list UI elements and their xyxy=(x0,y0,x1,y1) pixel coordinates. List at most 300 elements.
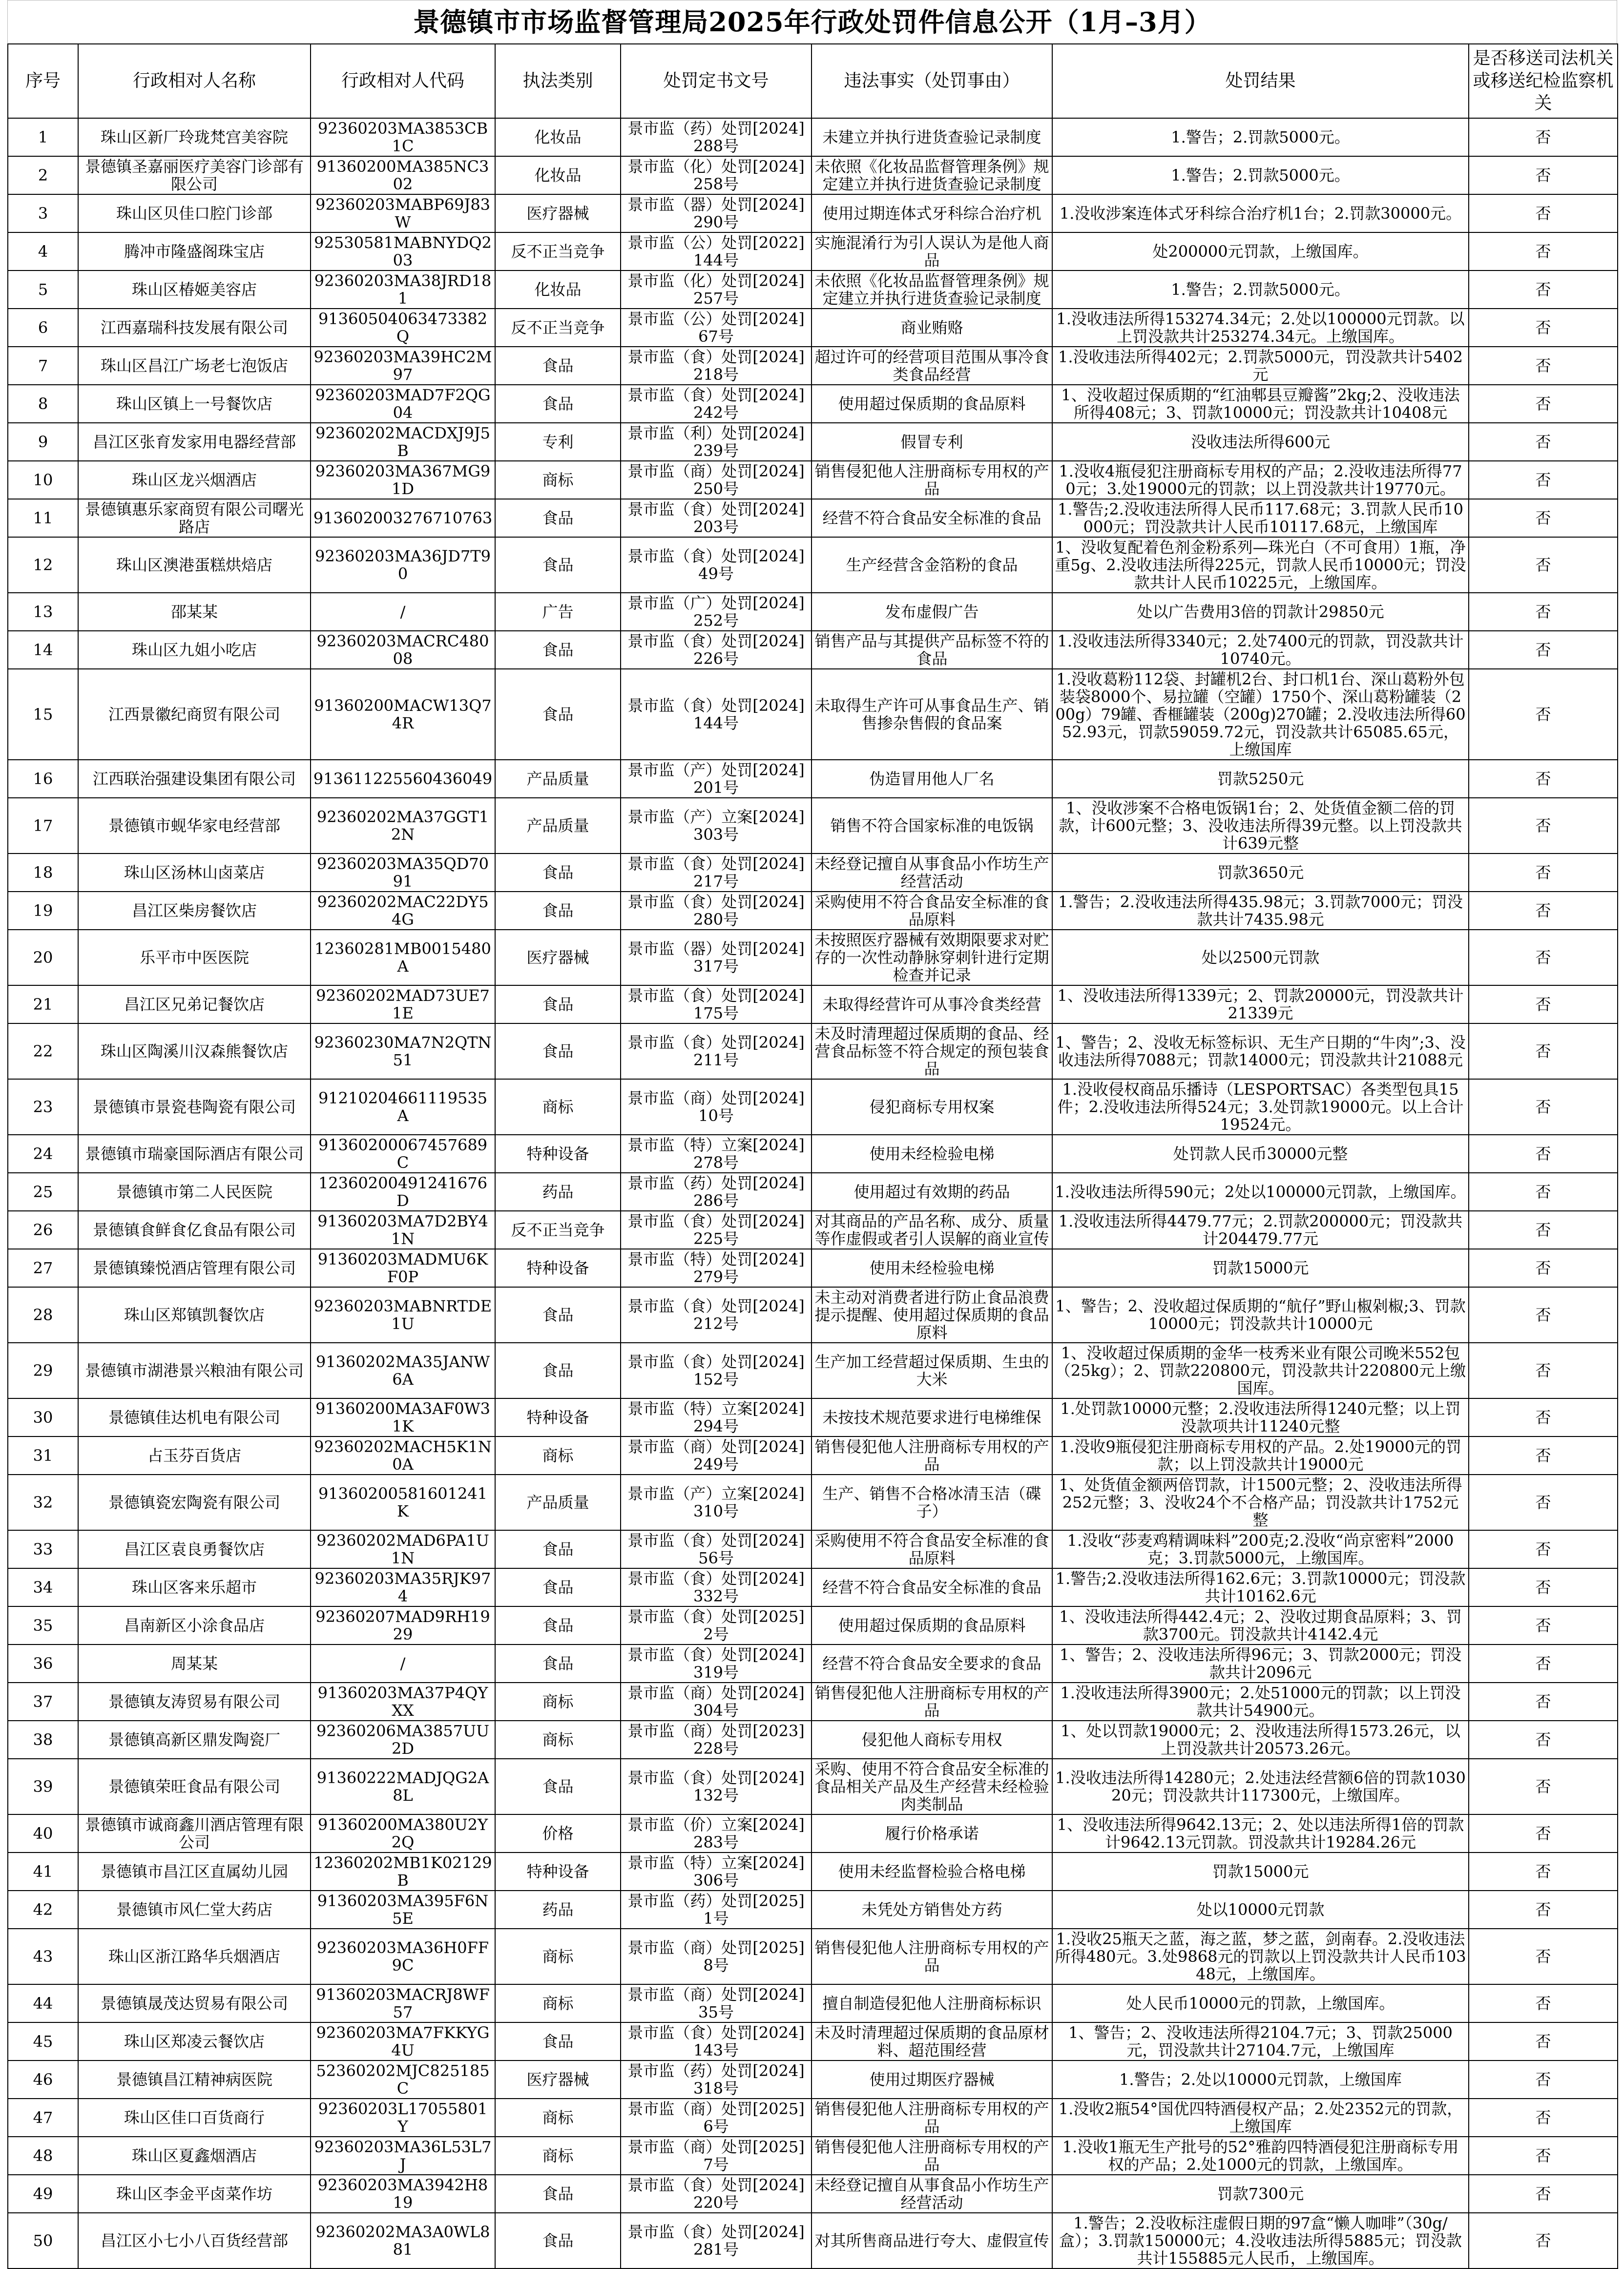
cell-name: 景德镇荣旺食品有限公司 xyxy=(78,1759,311,1814)
header-result: 处罚结果 xyxy=(1052,44,1469,118)
cell-fact: 销售侵犯他人注册商标专用权的产品 xyxy=(812,2099,1052,2137)
table-row xyxy=(8,347,1618,385)
cell-no: 39 xyxy=(8,1759,78,1814)
cell-category: 商标 xyxy=(495,1984,621,2022)
cell-code: 91360200MACW13Q74R xyxy=(311,669,495,760)
cell-no: 11 xyxy=(8,499,78,537)
cell-name: 周某某 xyxy=(78,1645,311,1683)
cell-doc: 景市监（药）处罚[2024]318号 xyxy=(621,2061,812,2099)
cell-code: 91360200581601241K xyxy=(311,1475,495,1530)
cell-referred: 否 xyxy=(1469,1568,1618,1606)
table-row xyxy=(8,1475,1618,1530)
cell-referred: 否 xyxy=(1469,1249,1618,1287)
cell-fact: 采购使用不符合食品安全标准的食品原料 xyxy=(812,1530,1052,1568)
cell-fact: 未取得经营许可从事冷食类经营 xyxy=(812,985,1052,1023)
cell-fact: 商业贿赂 xyxy=(812,309,1052,347)
cell-category: 医疗器械 xyxy=(495,194,621,232)
document xyxy=(7,0,1617,2269)
cell-result: 处罚款人民币30000元整 xyxy=(1052,1135,1469,1173)
cell-doc: 景市监（公）处罚[2024]67号 xyxy=(621,309,812,347)
cell-name: 景德镇市景瓷巷陶瓷有限公司 xyxy=(78,1079,311,1135)
cell-code: 92360202MA3A0WL881 xyxy=(311,2213,495,2269)
cell-no: 18 xyxy=(8,853,78,892)
cell-name: 珠山区李金平卤菜作坊 xyxy=(78,2175,311,2213)
table-row xyxy=(8,593,1618,631)
cell-no: 40 xyxy=(8,1814,78,1853)
cell-fact: 生产经营含金箔粉的食品 xyxy=(812,537,1052,593)
cell-referred: 否 xyxy=(1469,309,1618,347)
cell-result: 处以2500元罚款 xyxy=(1052,930,1469,985)
cell-code: 92360206MA3857UU2D xyxy=(311,1721,495,1759)
cell-doc: 景市监（特）处罚[2024]279号 xyxy=(621,1249,812,1287)
table-row xyxy=(8,985,1618,1023)
cell-code: 92360230MA7N2QTN51 xyxy=(311,1023,495,1079)
cell-fact: 擅自制造侵犯他人注册商标标识 xyxy=(812,1984,1052,2022)
cell-result: 1.没收“莎麦鸡精调味料”200克;2.没收“尚京密料”2000克；3.罚款5000元，上缴国库。 xyxy=(1052,1530,1469,1568)
cell-category: 特种设备 xyxy=(495,1398,621,1436)
cell-doc: 景市监（商）处罚[2024]10号 xyxy=(621,1079,812,1135)
cell-no: 44 xyxy=(8,1984,78,2022)
cell-result: 1.处罚款10000元整；2.没收违法所得1240元整；以上罚没款项共计11240元整 xyxy=(1052,1398,1469,1436)
cell-doc: 景市监（食）处罚[2024]220号 xyxy=(621,2175,812,2213)
cell-category: 商标 xyxy=(495,461,621,499)
cell-category: 食品 xyxy=(495,385,621,423)
cell-fact: 未依照《化妆品监督管理条例》规定建立并执行进货查验记录制度 xyxy=(812,156,1052,194)
cell-result: 1.没收违法所得590元；2处以100000元罚款，上缴国库。 xyxy=(1052,1173,1469,1211)
cell-category: 食品 xyxy=(495,1023,621,1079)
cell-doc: 景市监（产）处罚[2024]201号 xyxy=(621,760,812,798)
cell-code: 92360203MA3942H819 xyxy=(311,2175,495,2213)
cell-code: 92530581MABNYDQ203 xyxy=(311,232,495,271)
header-code: 行政相对人代码 xyxy=(311,44,495,118)
header-fact: 违法事实（处罚事由） xyxy=(812,44,1052,118)
table-row xyxy=(8,1721,1618,1759)
cell-name: 珠山区九姐小吃店 xyxy=(78,631,311,669)
header-referred: 是否移送司法机关或移送纪检监察机关 xyxy=(1469,44,1618,118)
cell-name: 昌江区小七小八百货经营部 xyxy=(78,2213,311,2269)
cell-result: 1.没收违法所得14280元；2.处违法经营额6倍的罚款103020元；罚没款共计117300元，上缴国库。 xyxy=(1052,1759,1469,1814)
cell-no: 13 xyxy=(8,593,78,631)
cell-referred: 否 xyxy=(1469,930,1618,985)
cell-referred: 否 xyxy=(1469,1079,1618,1135)
cell-no: 49 xyxy=(8,2175,78,2213)
cell-category: 食品 xyxy=(495,1343,621,1398)
cell-result: 1.没收涉案连体式牙科综合治疗机1台；2.罚款30000元。 xyxy=(1052,194,1469,232)
table-row xyxy=(8,1135,1618,1173)
cell-name: 珠山区贝佳口腔门诊部 xyxy=(78,194,311,232)
cell-fact: 销售侵犯他人注册商标专用权的产品 xyxy=(812,1683,1052,1721)
cell-name: 昌南新区小涂食品店 xyxy=(78,1606,311,1645)
cell-doc: 景市监（特）立案[2024]278号 xyxy=(621,1135,812,1173)
cell-name: 景德镇晟茂达贸易有限公司 xyxy=(78,1984,311,2022)
cell-code: 91360200067457689C xyxy=(311,1135,495,1173)
table-row xyxy=(8,1343,1618,1398)
cell-no: 20 xyxy=(8,930,78,985)
cell-category: 食品 xyxy=(495,1759,621,1814)
cell-result: 1、没收涉案不合格电饭锅1台；2、处货值金额二倍的罚款，计600元整；3、没收违法所得39元整。以上罚没款共计639元整 xyxy=(1052,798,1469,853)
cell-code: 92360207MAD9RH1929 xyxy=(311,1606,495,1645)
cell-doc: 景市监（商）处罚[2025]6号 xyxy=(621,2099,812,2137)
cell-fact: 履行价格承诺 xyxy=(812,1814,1052,1853)
cell-doc: 景市监（食）处罚[2024]280号 xyxy=(621,892,812,930)
cell-fact: 销售侵犯他人注册商标专用权的产品 xyxy=(812,1436,1052,1475)
page-title: 景德镇市市场监督管理局2025年行政处罚件信息公开（1月–3月） xyxy=(7,0,1617,43)
cell-code: 92360203MAD7F2QG04 xyxy=(311,385,495,423)
cell-code: 92360203MA367MG91D xyxy=(311,461,495,499)
cell-fact: 未按技术规范要求进行电梯维保 xyxy=(812,1398,1052,1436)
cell-category: 商标 xyxy=(495,1721,621,1759)
cell-category: 食品 xyxy=(495,985,621,1023)
cell-code: 92360202MACH5K1N0A xyxy=(311,1436,495,1475)
cell-doc: 景市监（商）处罚[2025]7号 xyxy=(621,2137,812,2175)
cell-result: 1.警告;2.没收违法所得162.6元；3.罚款10000元；罚没款共计10162.6元 xyxy=(1052,1568,1469,1606)
cell-no: 29 xyxy=(8,1343,78,1398)
cell-no: 3 xyxy=(8,194,78,232)
cell-code: 92360203MA39HC2M97 xyxy=(311,347,495,385)
cell-name: 珠山区郑镇凯餐饮店 xyxy=(78,1287,311,1343)
cell-referred: 否 xyxy=(1469,194,1618,232)
cell-doc: 景市监（食）处罚[2024]203号 xyxy=(621,499,812,537)
cell-referred: 否 xyxy=(1469,461,1618,499)
cell-no: 38 xyxy=(8,1721,78,1759)
cell-code: 12360281MB0015480A xyxy=(311,930,495,985)
cell-result: 1、没收超过保质期的“红油郫县豆瓣酱”2kg;2、没收违法所得408元；3、罚款10000元；罚没款共计10408元 xyxy=(1052,385,1469,423)
cell-no: 50 xyxy=(8,2213,78,2269)
cell-result: 罚款3650元 xyxy=(1052,853,1469,892)
cell-category: 食品 xyxy=(495,631,621,669)
cell-no: 6 xyxy=(8,309,78,347)
cell-no: 22 xyxy=(8,1023,78,1079)
cell-name: 珠山区佳口百货商行 xyxy=(78,2099,311,2137)
cell-referred: 否 xyxy=(1469,1891,1618,1929)
cell-result: 罚款5250元 xyxy=(1052,760,1469,798)
cell-fact: 对其商品的产品名称、成分、质量等作虚假或者引人误解的商业宣传 xyxy=(812,1211,1052,1249)
cell-referred: 否 xyxy=(1469,347,1618,385)
cell-no: 35 xyxy=(8,1606,78,1645)
cell-no: 14 xyxy=(8,631,78,669)
cell-name: 景德镇圣嘉丽医疗美容门诊部有限公司 xyxy=(78,156,311,194)
cell-category: 反不正当竞争 xyxy=(495,1211,621,1249)
table-row xyxy=(8,1759,1618,1814)
cell-no: 26 xyxy=(8,1211,78,1249)
cell-result: 1.没收侵权商品乐播诗（LESPORTSAC）各类型包具15件；2.没收违法所得524元；3.处罚款19000元。以上合计19524元。 xyxy=(1052,1079,1469,1135)
cell-category: 价格 xyxy=(495,1814,621,1853)
cell-referred: 否 xyxy=(1469,2137,1618,2175)
cell-name: 景德镇市蚬华家电经营部 xyxy=(78,798,311,853)
cell-name: 景德镇市诚商鑫川酒店管理有限公司 xyxy=(78,1814,311,1853)
cell-name: 珠山区昌江广场老七泡饭店 xyxy=(78,347,311,385)
cell-name: 珠山区客来乐超市 xyxy=(78,1568,311,1606)
cell-doc: 景市监（食）处罚[2024]175号 xyxy=(621,985,812,1023)
cell-category: 食品 xyxy=(495,537,621,593)
cell-fact: 超过许可的经营项目范围从事冷食类食品经营 xyxy=(812,347,1052,385)
table-row xyxy=(8,537,1618,593)
cell-referred: 否 xyxy=(1469,1287,1618,1343)
cell-no: 27 xyxy=(8,1249,78,1287)
table-row xyxy=(8,194,1618,232)
cell-result: 处200000元罚款，上缴国库。 xyxy=(1052,232,1469,271)
cell-code: 92360202MA37GGT12N xyxy=(311,798,495,853)
cell-fact: 经营不符合食品安全标准的食品 xyxy=(812,1568,1052,1606)
cell-result: 罚款15000元 xyxy=(1052,1853,1469,1891)
cell-category: 特种设备 xyxy=(495,1249,621,1287)
table-row xyxy=(8,853,1618,892)
cell-fact: 未依照《化妆品监督管理条例》规定建立并执行进货查验记录制度 xyxy=(812,271,1052,309)
cell-fact: 侵犯他人商标专用权 xyxy=(812,1721,1052,1759)
cell-referred: 否 xyxy=(1469,1721,1618,1759)
cell-result: 1、没收违法所得9642.13元；2、处以违法所得1倍的罚款计9642.13元罚款。罚没款共计19284.26元 xyxy=(1052,1814,1469,1853)
cell-code: 92360203MABNRTDE1U xyxy=(311,1287,495,1343)
cell-name: 珠山区澳港蛋糕烘焙店 xyxy=(78,537,311,593)
table-row xyxy=(8,892,1618,930)
cell-referred: 否 xyxy=(1469,271,1618,309)
cell-code: 92360202MAD73UE71E xyxy=(311,985,495,1023)
cell-code: 91360203MA37P4QYXX xyxy=(311,1683,495,1721)
cell-name: 景德镇市湖港景兴粮油有限公司 xyxy=(78,1343,311,1398)
table-row xyxy=(8,2022,1618,2061)
cell-name: 珠山区汤林山卤菜店 xyxy=(78,853,311,892)
cell-name: 江西嘉瑞科技发展有限公司 xyxy=(78,309,311,347)
cell-code: 91360202MA35JANW6A xyxy=(311,1343,495,1398)
cell-code: 52360202MJC825185C xyxy=(311,2061,495,2099)
cell-result: 1、警告；2、没收违法所得96元；3、罚款2000元；罚没款共计2096元 xyxy=(1052,1645,1469,1683)
cell-code: 92360203MA36L53L7J xyxy=(311,2137,495,2175)
cell-category: 药品 xyxy=(495,1891,621,1929)
cell-result: 1.没收违法所得402元；2.罚款5000元，罚没款共计5402元 xyxy=(1052,347,1469,385)
cell-code: 91360203MACRJ8WF57 xyxy=(311,1984,495,2022)
cell-result: 1.警告；2.罚款5000元。 xyxy=(1052,118,1469,156)
cell-referred: 否 xyxy=(1469,1984,1618,2022)
cell-category: 反不正当竞争 xyxy=(495,309,621,347)
cell-no: 36 xyxy=(8,1645,78,1683)
cell-doc: 景市监（利）处罚[2024]239号 xyxy=(621,423,812,461)
cell-no: 41 xyxy=(8,1853,78,1891)
cell-fact: 未按照医疗器械有效期限要求对贮存的一次性动静脉穿刺针进行定期检查并记录 xyxy=(812,930,1052,985)
table-row xyxy=(8,1814,1618,1853)
cell-doc: 景市监（食）处罚[2024]217号 xyxy=(621,853,812,892)
cell-category: 食品 xyxy=(495,2175,621,2213)
cell-doc: 景市监（食）处罚[2024]152号 xyxy=(621,1343,812,1398)
cell-fact: 生产、销售不合格冰清玉洁（碟子） xyxy=(812,1475,1052,1530)
table-row xyxy=(8,1436,1618,1475)
cell-name: 腾冲市隆盛阁珠宝店 xyxy=(78,232,311,271)
cell-referred: 否 xyxy=(1469,892,1618,930)
table-row xyxy=(8,1984,1618,2022)
table-row xyxy=(8,631,1618,669)
table-row xyxy=(8,1891,1618,1929)
cell-doc: 景市监（食）处罚[2024]319号 xyxy=(621,1645,812,1683)
cell-doc: 景市监（食）处罚[2025]2号 xyxy=(621,1606,812,1645)
cell-category: 特种设备 xyxy=(495,1135,621,1173)
cell-name: 江西景徽纪商贸有限公司 xyxy=(78,669,311,760)
cell-referred: 否 xyxy=(1469,1814,1618,1853)
cell-result: 没收违法所得600元 xyxy=(1052,423,1469,461)
cell-doc: 景市监（器）处罚[2024]290号 xyxy=(621,194,812,232)
cell-fact: 伪造冒用他人厂名 xyxy=(812,760,1052,798)
cell-code: 92360203MA38JRD181 xyxy=(311,271,495,309)
cell-code: 92360203MABP69J83W xyxy=(311,194,495,232)
cell-result: 1、处货值金额两倍罚款，计1500元整；2、没收违法所得252元整；3、没收24个不合格产品；罚没款共计1752元整 xyxy=(1052,1475,1469,1530)
cell-doc: 景市监（广）处罚[2024]252号 xyxy=(621,593,812,631)
cell-referred: 否 xyxy=(1469,2213,1618,2269)
table-row xyxy=(8,930,1618,985)
cell-referred: 否 xyxy=(1469,537,1618,593)
cell-doc: 景市监（食）处罚[2024]212号 xyxy=(621,1287,812,1343)
cell-doc: 景市监（商）处罚[2024]250号 xyxy=(621,461,812,499)
cell-result: 1、处以罚款19000元；2、没收违法所得1573.26元，以上罚没款共计20573.26元。 xyxy=(1052,1721,1469,1759)
cell-name: 昌江区张育发家用电器经营部 xyxy=(78,423,311,461)
cell-no: 24 xyxy=(8,1135,78,1173)
cell-fact: 经营不符合食品安全要求的食品 xyxy=(812,1645,1052,1683)
table-row xyxy=(8,1023,1618,1079)
cell-no: 42 xyxy=(8,1891,78,1929)
cell-referred: 否 xyxy=(1469,631,1618,669)
table-row xyxy=(8,1929,1618,1984)
cell-doc: 景市监（化）处罚[2024]258号 xyxy=(621,156,812,194)
cell-doc: 景市监（食）处罚[2024]143号 xyxy=(621,2022,812,2061)
cell-doc: 景市监（药）处罚[2024]288号 xyxy=(621,118,812,156)
cell-fact: 经营不符合食品安全标准的食品 xyxy=(812,499,1052,537)
cell-fact: 未主动对消费者进行防止食品浪费提示提醒、使用超过保质期的食品原料 xyxy=(812,1287,1052,1343)
cell-referred: 否 xyxy=(1469,1853,1618,1891)
table-body xyxy=(8,118,1618,2269)
cell-doc: 景市监（商）处罚[2024]35号 xyxy=(621,1984,812,2022)
cell-doc: 景市监（药）处罚[2025]1号 xyxy=(621,1891,812,1929)
cell-doc: 景市监（商）处罚[2024]249号 xyxy=(621,1436,812,1475)
cell-doc: 景市监（特）立案[2024]294号 xyxy=(621,1398,812,1436)
cell-result: 1、警告；2、没收超过保质期的“航仔”野山椒剁椒;3、罚款10000元；罚没款共计10000元 xyxy=(1052,1287,1469,1343)
cell-code: 913602003276710763 xyxy=(311,499,495,537)
table-row xyxy=(8,1853,1618,1891)
cell-result: 处以10000元罚款 xyxy=(1052,1891,1469,1929)
cell-no: 28 xyxy=(8,1287,78,1343)
cell-result: 处以广告费用3倍的罚款计29850元 xyxy=(1052,593,1469,631)
cell-code: 91360203MA395F6N5E xyxy=(311,1891,495,1929)
cell-fact: 未经登记擅自从事食品小作坊生产经营活动 xyxy=(812,853,1052,892)
cell-no: 43 xyxy=(8,1929,78,1984)
cell-fact: 侵犯商标专用权案 xyxy=(812,1079,1052,1135)
cell-result: 罚款15000元 xyxy=(1052,1249,1469,1287)
cell-name: 邵某某 xyxy=(78,593,311,631)
cell-no: 23 xyxy=(8,1079,78,1135)
table-header-row xyxy=(8,44,1618,118)
cell-no: 48 xyxy=(8,2137,78,2175)
cell-fact: 对其所售商品进行夸大、虚假宣传 xyxy=(812,2213,1052,2269)
cell-fact: 销售产品与其提供产品标签不符的食品 xyxy=(812,631,1052,669)
cell-category: 食品 xyxy=(495,2022,621,2061)
cell-category: 商标 xyxy=(495,1436,621,1475)
cell-referred: 否 xyxy=(1469,1135,1618,1173)
cell-fact: 未建立并执行进货查验记录制度 xyxy=(812,118,1052,156)
cell-fact: 销售不符合国家标准的电饭锅 xyxy=(812,798,1052,853)
cell-code: 92360203MA7FKKYG4U xyxy=(311,2022,495,2061)
cell-doc: 景市监（食）处罚[2024]144号 xyxy=(621,669,812,760)
cell-referred: 否 xyxy=(1469,1173,1618,1211)
cell-name: 珠山区椿姬美容店 xyxy=(78,271,311,309)
cell-referred: 否 xyxy=(1469,2175,1618,2213)
cell-code: 913611225560436049 xyxy=(311,760,495,798)
cell-no: 12 xyxy=(8,537,78,593)
cell-name: 景德镇食鲜食亿食品有限公司 xyxy=(78,1211,311,1249)
cell-code: 91360200MA380U2Y2Q xyxy=(311,1814,495,1853)
cell-code: / xyxy=(311,593,495,631)
table-row xyxy=(8,499,1618,537)
cell-name: 景德镇佳达机电有限公司 xyxy=(78,1398,311,1436)
cell-category: 食品 xyxy=(495,347,621,385)
cell-code: 12360202MB1K02129B xyxy=(311,1853,495,1891)
cell-referred: 否 xyxy=(1469,1759,1618,1814)
cell-referred: 否 xyxy=(1469,385,1618,423)
table-row xyxy=(8,1287,1618,1343)
cell-doc: 景市监（器）处罚[2024]317号 xyxy=(621,930,812,985)
cell-result: 1.没收违法所得4479.77元；2.罚款200000元；罚没款共计204479.77元 xyxy=(1052,1211,1469,1249)
cell-category: 药品 xyxy=(495,1173,621,1211)
cell-referred: 否 xyxy=(1469,593,1618,631)
cell-no: 2 xyxy=(8,156,78,194)
cell-code: 91360203MA7D2BY41N xyxy=(311,1211,495,1249)
cell-fact: 未取得生产许可从事食品生产、销售掺杂售假的食品案 xyxy=(812,669,1052,760)
cell-referred: 否 xyxy=(1469,423,1618,461)
cell-doc: 景市监（产）立案[2024]303号 xyxy=(621,798,812,853)
cell-category: 商标 xyxy=(495,1683,621,1721)
cell-name: 珠山区夏鑫烟酒店 xyxy=(78,2137,311,2175)
cell-result: 1、没收复配着色剂金粉系列—珠光白（不可食用）1瓶，净重5g、2.没收违法所得225元，罚款人民币10000元；罚没款共计人民币10225元，上缴国库。 xyxy=(1052,537,1469,593)
table-row xyxy=(8,760,1618,798)
cell-doc: 景市监（食）处罚[2024]49号 xyxy=(621,537,812,593)
cell-result: 1.警告；2.处以10000元罚款，上缴国库 xyxy=(1052,2061,1469,2099)
cell-name: 景德镇昌江精神病医院 xyxy=(78,2061,311,2099)
table-row xyxy=(8,423,1618,461)
cell-fact: 未经登记擅自从事食品小作坊生产经营活动 xyxy=(812,2175,1052,2213)
cell-category: 食品 xyxy=(495,669,621,760)
cell-result: 1.没收违法所得3340元；2.处7400元的罚款，罚没款共计10740元。 xyxy=(1052,631,1469,669)
cell-category: 商标 xyxy=(495,1079,621,1135)
cell-referred: 否 xyxy=(1469,1436,1618,1475)
cell-code: 91360504063473382Q xyxy=(311,309,495,347)
cell-fact: 生产加工经营超过保质期、生虫的大米 xyxy=(812,1343,1052,1398)
cell-no: 16 xyxy=(8,760,78,798)
cell-code: 92360202MAC22DY54G xyxy=(311,892,495,930)
cell-result: 1.没收4瓶侵犯注册商标专用权的产品；2.没收违法所得770元；3.处19000元的罚款；以上罚没款共计19770元。 xyxy=(1052,461,1469,499)
cell-no: 5 xyxy=(8,271,78,309)
cell-no: 46 xyxy=(8,2061,78,2099)
cell-fact: 使用未经检验电梯 xyxy=(812,1135,1052,1173)
table-row xyxy=(8,2061,1618,2099)
cell-no: 10 xyxy=(8,461,78,499)
cell-name: 景德镇惠乐家商贸有限公司曙光路店 xyxy=(78,499,311,537)
cell-referred: 否 xyxy=(1469,1606,1618,1645)
cell-fact: 销售侵犯他人注册商标专用权的产品 xyxy=(812,2137,1052,2175)
cell-name: 景德镇市第二人民医院 xyxy=(78,1173,311,1211)
cell-code: / xyxy=(311,1645,495,1683)
cell-no: 33 xyxy=(8,1530,78,1568)
cell-category: 商标 xyxy=(495,1929,621,1984)
cell-doc: 景市监（商）处罚[2025]8号 xyxy=(621,1929,812,1984)
cell-code: 92360203MA35QD7091 xyxy=(311,853,495,892)
cell-name: 昌江区兄弟记餐饮店 xyxy=(78,985,311,1023)
cell-fact: 实施混淆行为引人误认为是他人商品 xyxy=(812,232,1052,271)
cell-doc: 景市监（价）立案[2024]283号 xyxy=(621,1814,812,1853)
table-row xyxy=(8,1530,1618,1568)
cell-referred: 否 xyxy=(1469,1929,1618,1984)
cell-name: 景德镇市瑞豪国际酒店有限公司 xyxy=(78,1135,311,1173)
cell-referred: 否 xyxy=(1469,1211,1618,1249)
cell-category: 专利 xyxy=(495,423,621,461)
cell-no: 4 xyxy=(8,232,78,271)
cell-no: 7 xyxy=(8,347,78,385)
cell-referred: 否 xyxy=(1469,499,1618,537)
cell-doc: 景市监（食）处罚[2024]226号 xyxy=(621,631,812,669)
